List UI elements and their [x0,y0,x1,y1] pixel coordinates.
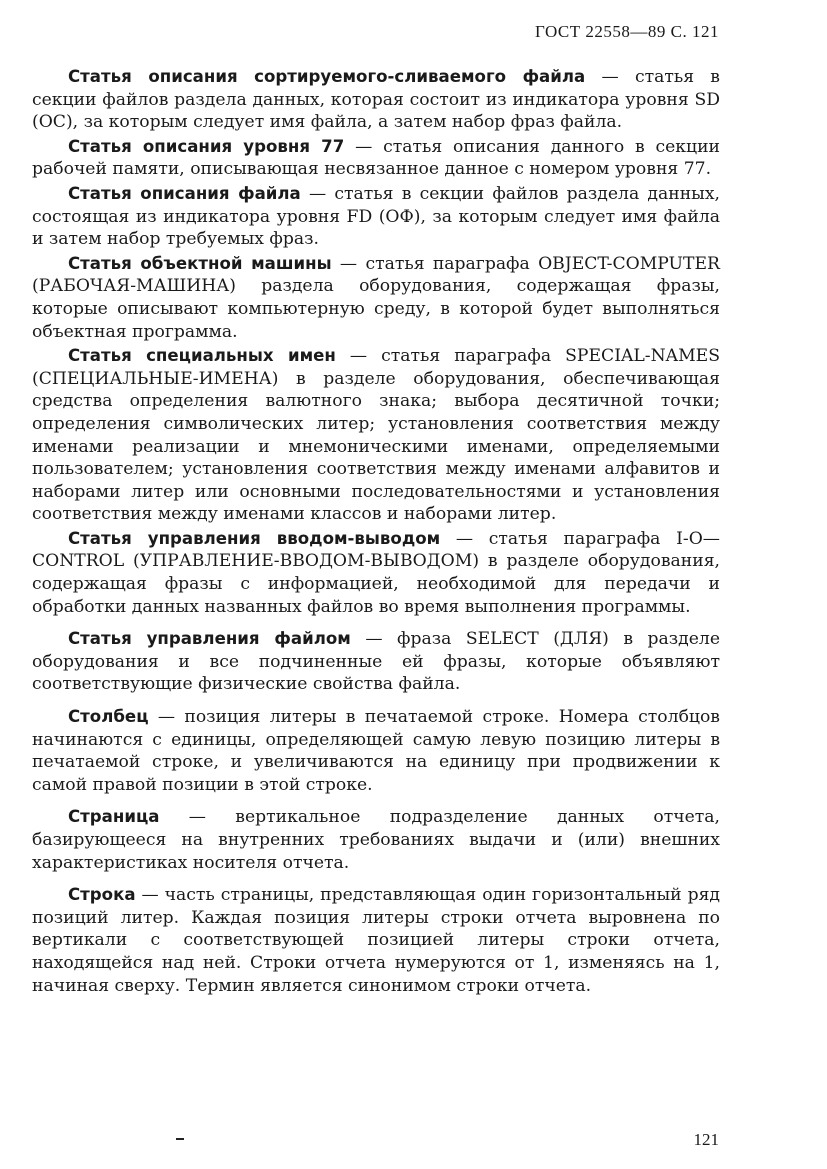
definition-text: — статья параграфа I-O—CONTROL (УПРАВЛЕНИЕ-ВВОДОМ-ВЫВОДОМ) в разделе оборудования, содержащая фразы с информацией, необходимой для передачи и обработки данных названных файлов во время выполнения программы. [32,528,720,617]
term: Статья управления вводом-выводом [68,528,441,548]
definition-entry [32,66,720,134]
definition-text: — статья описания данного в секции рабочей памяти, описывающая несвязанное данное с номером уровня 77. [32,136,720,180]
definition-entry [32,884,720,997]
term: Статья описания файла [68,183,301,203]
definition-entry [32,183,720,251]
term: Столбец [68,707,149,727]
definition-text: — позиция литеры в печатаемой строке. Номера столбцов начинаются с единицы, определяющей самую левую позицию литеры в печатаемой строке, и увеличиваются на единицу при продвижении к самой правой позиции в этой строке. [32,707,720,795]
definition-entry [32,345,720,526]
definition-text: — вертикальное подразделение данных отчета, базирующееся на внутренних требованиях выдачи и (или) внешних характеристиках носителя отчета. [32,807,720,873]
definition-entry [32,253,720,343]
definition-entry [32,628,720,696]
term: Статья объектной машины [68,253,332,273]
definition-text: — статья параграфа SPECIAL-NAMES (СПЕЦИАЛЬНЫЕ-ИМЕНА) в разделе оборудования, обеспечивающая средства определения валютного знака; выбора десятичной точки; определения символических литер; установления соответствия между именами реализации и мнемоническими именами, определяемыми пользователем; установления соответствия между именами алфавитов и наборами литер или основными последовательностями и установления соответствия между именами классов и наборами литер. [32,346,720,525]
definition-text: — фраза SELECT (ДЛЯ) в разделе оборудования и все подчиненные ей фразы, которые объявляют соответствующие физические свойства файла. [32,629,720,695]
definition-text: — статья в секции файлов раздела данных, состоящая из индикатора уровня FD (ОФ), за которым следует имя файла и затем набор требуемых фраз. [32,183,720,250]
definition-text: — статья в секции файлов раздела данных, которая состоит из индикатора уровня SD (ОС), за которым следует имя файла, а затем набор фраз файла. [32,67,720,133]
definition-entry [32,706,720,796]
definition-text: — часть страницы, представляющая один горизонтальный ряд позиций литер. Каждая позиция литеры строки отчета выровнена по вертикали с соответствующей позицией литеры строки отчета, находящейся над ней. Строки отчета нумеруются от 1, изменяясь на 1, начиная сверху. Термин является синонимом строки отчета. [32,885,720,996]
document-body [32,66,720,999]
definition-entry [32,806,720,874]
definition-entry [32,528,720,618]
definition-text: — статья параграфа OBJECT-COMPUTER (РАБОЧАЯ-МАШИНА) раздела оборудования, содержащая фразы, которые описывают компьютерную среду, в которой будет выполняться объектная программа. [32,253,720,342]
term: Страница [68,807,160,827]
definition-entry [32,136,720,181]
page-number: 121 [693,1130,719,1149]
running-header: ГОСТ 22558—89 С. 121 [535,22,719,41]
term: Статья описания уровня 77 [68,136,345,156]
term: Статья описания сортируемого-сливаемого файла [68,67,586,86]
term: Строка [68,885,136,905]
term: Статья специальных имен [68,346,336,366]
term: Статья управления файлом [68,629,351,649]
print-mark [176,1138,184,1140]
